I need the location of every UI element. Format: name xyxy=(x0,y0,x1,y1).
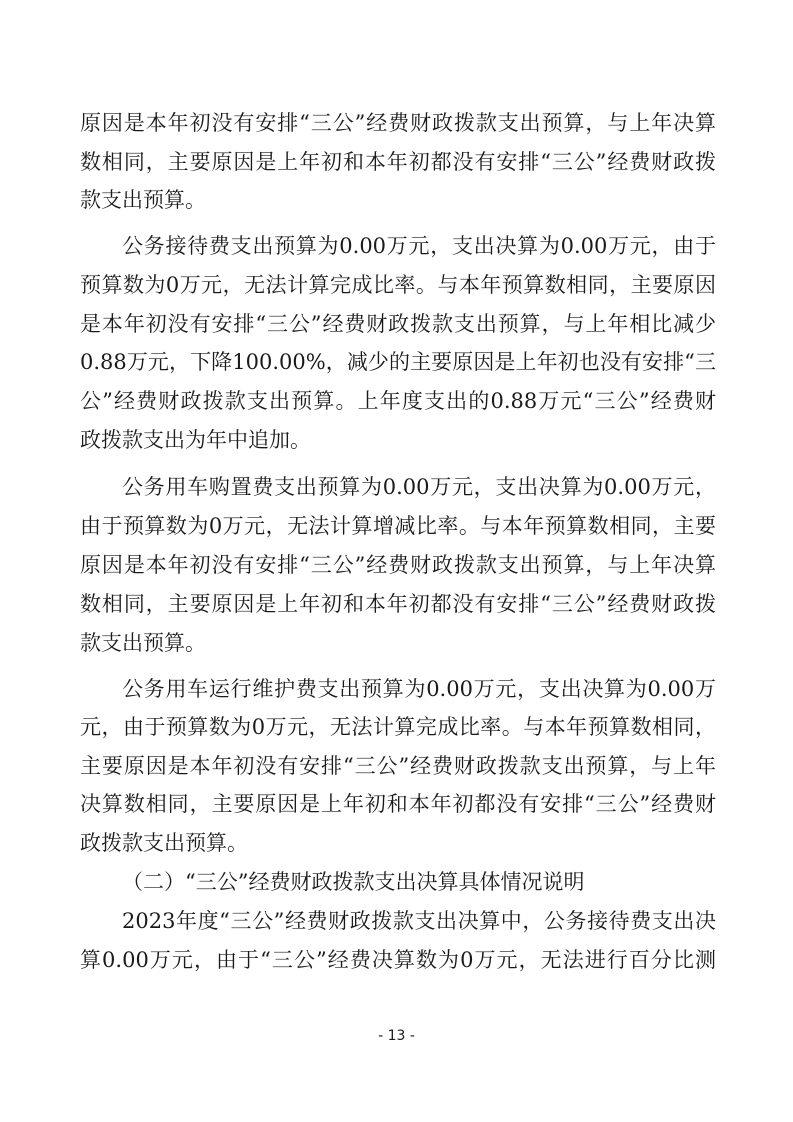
text-line: 是本年初没有安排“三公”经费财政拨款支出预算，与上年相比减少 xyxy=(80,312,716,336)
text-line: 预算数为0万元，无法计算完成比率。与本年预算数相同，主要原因 xyxy=(80,273,716,297)
page-number: - 13 - xyxy=(378,1028,415,1044)
text-line: 公务用车运行维护费支出预算为0.00万元，支出决算为0.00万 xyxy=(122,677,716,701)
text-line: 原因是本年初没有安排“三公”经费财政拨款支出预算，与上年决算 xyxy=(80,111,716,135)
text-line: 2023年度“三公”经费财政拨款支出决算中，公务接待费支出决 xyxy=(122,909,716,933)
text-line: 由于预算数为0万元，无法计算增减比率。与本年预算数相同，主要 xyxy=(80,514,716,538)
text-line: 算0.00万元，由于“三公”经费决算数为0万元，无法进行百分比测 xyxy=(80,948,716,972)
text-line: 款支出预算。 xyxy=(80,631,206,655)
text-line: 数相同，主要原因是上年初和本年初都没有安排“三公”经费财政拨 xyxy=(80,592,716,616)
text-line: 款支出预算。 xyxy=(80,188,206,212)
text-line: 0.88万元，下降100.00%，减少的主要原因是上年初也没有安排“三 xyxy=(80,350,716,374)
text-line: 数相同，主要原因是上年初和本年初都没有安排“三公”经费财政拨 xyxy=(80,150,716,174)
text-line: 公务接待费支出预算为0.00万元，支出决算为0.00万元，由于 xyxy=(122,234,716,258)
text-line: 政拨款支出为年中追加。 xyxy=(80,428,311,452)
text-line: 元，由于预算数为0万元，无法计算完成比率。与本年预算数相同， xyxy=(80,715,716,739)
text-line: 主要原因是本年初没有安排“三公”经费财政拨款支出预算，与上年 xyxy=(80,754,716,778)
text-line: 决算数相同，主要原因是上年初和本年初都没有安排“三公”经费财 xyxy=(80,792,716,816)
text-line: 政拨款支出预算。 xyxy=(80,831,248,855)
text-line: 原因是本年初没有安排“三公”经费财政拨款支出预算，与上年决算 xyxy=(80,553,716,577)
text-line: 公务用车购置费支出预算为0.00万元，支出决算为0.00万元， xyxy=(122,475,716,499)
text-line: 公”经费财政拨款支出预算。上年度支出的0.88万元“三公”经费财 xyxy=(80,389,716,413)
section-heading: （二）“三公”经费财政拨款支出决算具体情况说明 xyxy=(122,870,585,894)
